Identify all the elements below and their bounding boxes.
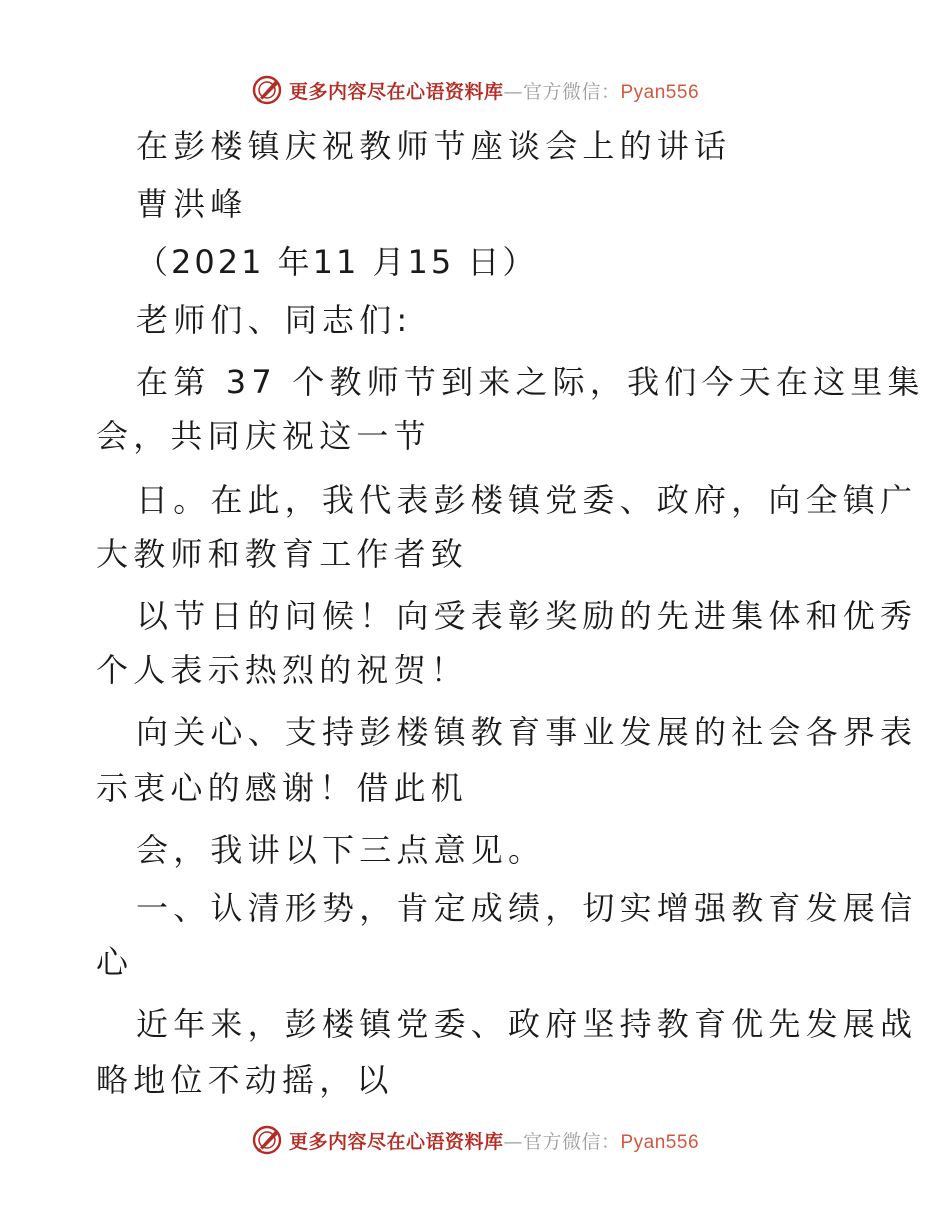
paragraph-4-line-2: 示衷心的感谢！借此机 — [96, 769, 469, 807]
watermark-main: 更多内容尽在心语资料库 — [288, 1130, 504, 1153]
watermark-text — [289, 1127, 699, 1154]
watermark-text — [289, 77, 699, 104]
paragraph-3-line-1: 以节日的问候！向受表彰奖励的先进集体和优秀 — [136, 597, 918, 635]
watermark-label: 官方微信： — [522, 1130, 621, 1153]
quill-logo-icon — [251, 74, 283, 106]
footer-watermark — [0, 1120, 950, 1160]
watermark-dash: — — [503, 80, 523, 103]
watermark-label: 官方微信： — [522, 80, 621, 103]
salutation: 老师们、同志们: — [136, 301, 413, 339]
watermark-main: 更多内容尽在心语资料库 — [288, 80, 504, 103]
paragraph-3-line-2: 个人表示热烈的祝贺！ — [96, 651, 469, 689]
paragraph-1-line-2: 会，共同庆祝这一节 — [96, 417, 431, 455]
paragraph-6-line-2: 略地位不动摇，以 — [96, 1061, 394, 1099]
header-watermark — [0, 70, 950, 110]
document-author: 曹洪峰 — [136, 185, 248, 223]
section-heading-1-line-1: 一、认清形势，肯定成绩，切实增强教育发展信 — [136, 889, 918, 927]
quill-logo-icon — [251, 1124, 283, 1156]
paragraph-5-line-1: 会，我讲以下三点意见。 — [136, 831, 546, 869]
paragraph-2-line-2: 大教师和教育工作者致 — [96, 535, 469, 573]
watermark-id: Pyan556 — [620, 81, 700, 103]
watermark-dash: — — [503, 1130, 523, 1153]
document-date: （2021 年11 月15 日） — [136, 243, 538, 281]
paragraph-6-line-1: 近年来，彭楼镇党委、政府坚持教育优先发展战 — [136, 1005, 918, 1043]
paragraph-1-line-1: 在第 37 个教师节到来之际，我们今天在这里集 — [136, 363, 925, 401]
paragraph-2-line-1: 日。在此，我代表彭楼镇党委、政府，向全镇广 — [136, 481, 918, 519]
watermark-id: Pyan556 — [620, 1131, 700, 1153]
section-heading-1-line-2: 心 — [96, 943, 134, 981]
paragraph-4-line-1: 向关心、支持彭楼镇教育事业发展的社会各界表 — [136, 713, 918, 751]
document-title: 在彭楼镇庆祝教师节座谈会上的讲话 — [136, 127, 732, 165]
